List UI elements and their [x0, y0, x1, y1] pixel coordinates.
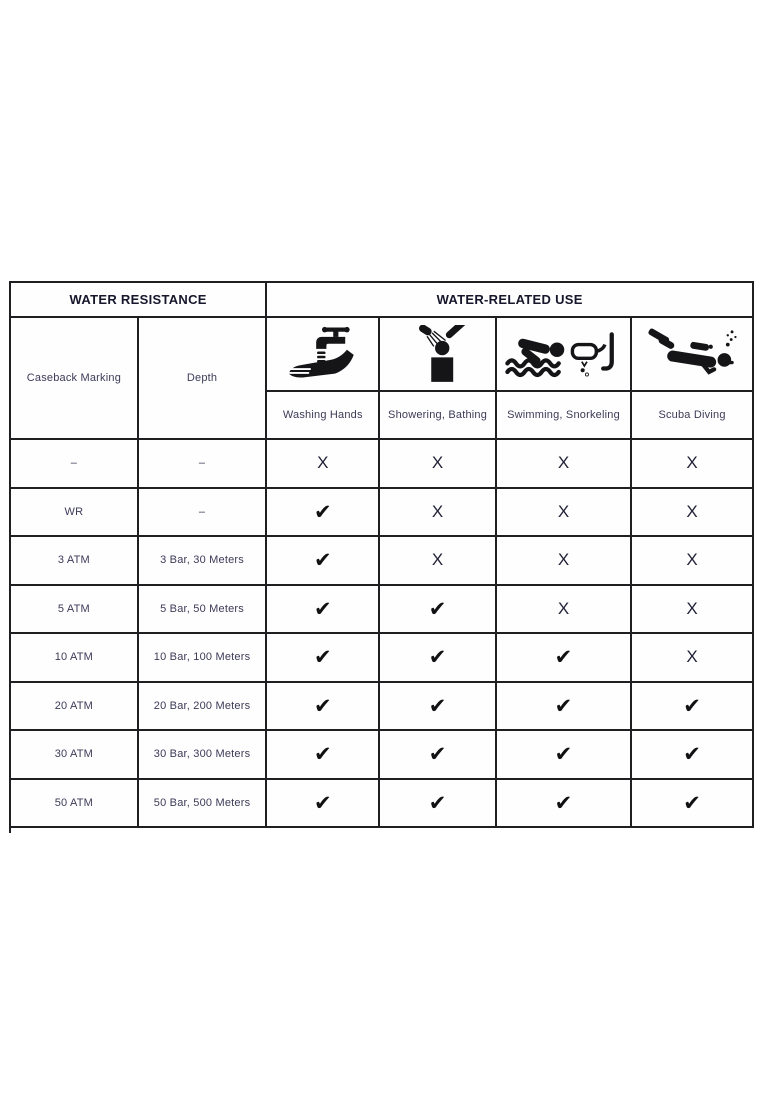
x-mark: X — [379, 536, 496, 585]
scuba-diver-icon — [632, 325, 752, 383]
caseback-marking-value: WR — [10, 488, 138, 537]
table-row — [10, 439, 753, 488]
x-mark: X — [266, 439, 379, 488]
x-mark: X — [631, 633, 753, 682]
x-mark: X — [496, 488, 631, 537]
check-mark: ✔ — [379, 633, 496, 682]
depth-value: 3 Bar, 30 Meters — [138, 536, 267, 585]
check-mark: ✔ — [496, 779, 631, 828]
scuba-diving-cell — [631, 317, 753, 391]
x-mark: X — [496, 439, 631, 488]
shower-icon — [380, 325, 495, 383]
water-resistance-table — [9, 281, 754, 828]
x-mark: X — [379, 439, 496, 488]
caseback-marking-value: 50 ATM — [10, 779, 138, 828]
swim-snorkel-icon — [497, 325, 630, 383]
table-row — [10, 633, 753, 682]
x-mark: X — [379, 488, 496, 537]
showering-cell — [379, 317, 496, 391]
depth-value: – — [138, 439, 267, 488]
table-row — [10, 682, 753, 731]
table-row — [10, 488, 753, 537]
caseback-marking-column-header: Caseback Marking — [10, 317, 138, 439]
check-mark: ✔ — [266, 779, 379, 828]
check-mark: ✔ — [266, 633, 379, 682]
depth-value: 10 Bar, 100 Meters — [138, 633, 267, 682]
table-row — [10, 730, 753, 779]
use-label-swimming-snorkeling: Swimming, Snorkeling — [496, 391, 631, 439]
check-mark: ✔ — [496, 682, 631, 731]
use-label-scuba-diving: Scuba Diving — [631, 391, 753, 439]
x-mark: X — [631, 439, 753, 488]
depth-column-header: Depth — [138, 317, 267, 439]
caseback-marking-value: 10 ATM — [10, 633, 138, 682]
check-mark: ✔ — [631, 682, 753, 731]
check-mark: ✔ — [496, 633, 631, 682]
depth-value: – — [138, 488, 267, 537]
use-label-showering-bathing: Showering, Bathing — [379, 391, 496, 439]
check-mark: ✔ — [631, 779, 753, 828]
faucet-hand-icon — [267, 325, 378, 383]
x-mark: X — [631, 585, 753, 634]
caseback-marking-value: 3 ATM — [10, 536, 138, 585]
check-mark: ✔ — [266, 730, 379, 779]
table-body — [10, 439, 753, 827]
check-mark: ✔ — [266, 585, 379, 634]
icon-row — [10, 317, 753, 391]
depth-value: 30 Bar, 300 Meters — [138, 730, 267, 779]
table-row — [10, 585, 753, 634]
check-mark: ✔ — [379, 585, 496, 634]
table-title-row — [10, 282, 753, 317]
check-mark: ✔ — [266, 536, 379, 585]
caseback-marking-value: 5 ATM — [10, 585, 138, 634]
check-mark: ✔ — [379, 730, 496, 779]
water-resistance-header: WATER RESISTANCE — [10, 282, 266, 317]
use-label-washing-hands: Washing Hands — [266, 391, 379, 439]
table-bottom-stub — [9, 826, 11, 833]
washing-hands-cell — [266, 317, 379, 391]
caseback-marking-value: 20 ATM — [10, 682, 138, 731]
caseback-marking-value: – — [10, 439, 138, 488]
x-mark: X — [631, 536, 753, 585]
check-mark: ✔ — [266, 488, 379, 537]
depth-value: 5 Bar, 50 Meters — [138, 585, 267, 634]
table-row — [10, 536, 753, 585]
check-mark: ✔ — [496, 730, 631, 779]
table-row — [10, 779, 753, 828]
swimming-snorkeling-cell — [496, 317, 631, 391]
x-mark: X — [631, 488, 753, 537]
check-mark: ✔ — [631, 730, 753, 779]
water-related-use-header: WATER-RELATED USE — [266, 282, 753, 317]
check-mark: ✔ — [379, 682, 496, 731]
x-mark: X — [496, 585, 631, 634]
depth-value: 50 Bar, 500 Meters — [138, 779, 267, 828]
check-mark: ✔ — [266, 682, 379, 731]
x-mark: X — [496, 536, 631, 585]
depth-value: 20 Bar, 200 Meters — [138, 682, 267, 731]
caseback-marking-value: 30 ATM — [10, 730, 138, 779]
check-mark: ✔ — [379, 779, 496, 828]
